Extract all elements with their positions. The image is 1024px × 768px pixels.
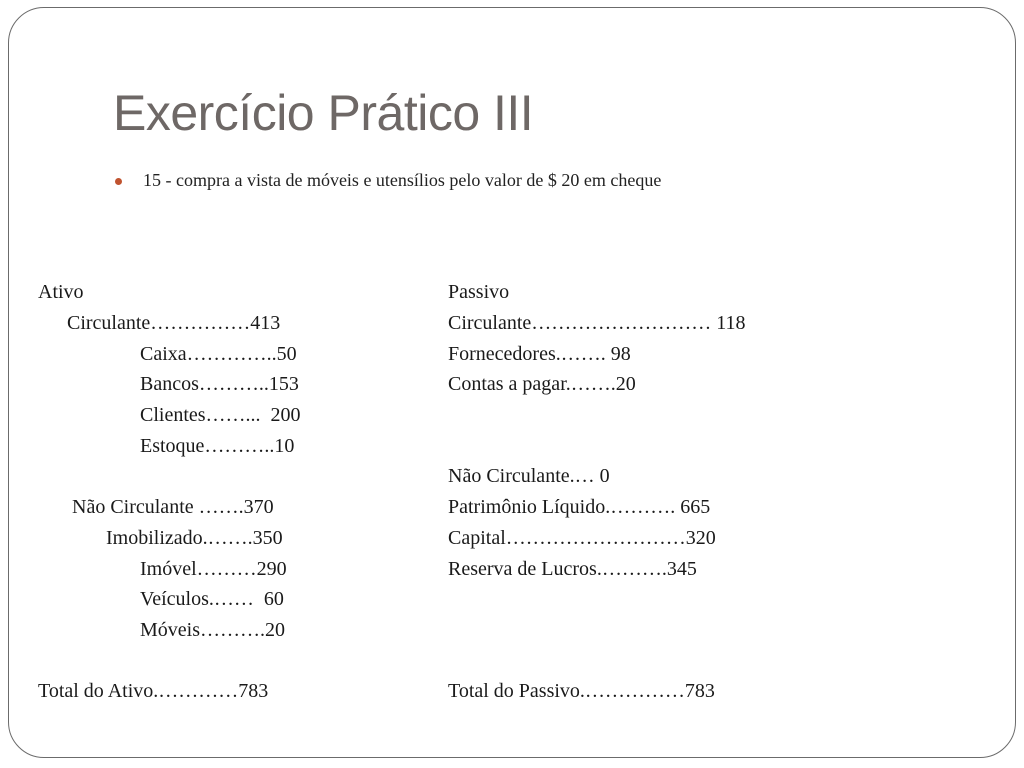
- passivo-reserva-lucros: Reserva de Lucros.……….345: [448, 558, 697, 580]
- ativo-estoque: Estoque………..10: [140, 435, 295, 457]
- bullet-text: 15 - compra a vista de móveis e utensílios pelo valor de $ 20 em cheque: [143, 170, 662, 190]
- ativo-imobilizado: Imobilizado.…….350: [106, 527, 283, 549]
- passivo-capital: Capital………………………320: [448, 527, 716, 549]
- passivo-circulante: Circulante……………………… 118: [448, 312, 746, 334]
- passivo-contas-pagar: Contas a pagar.…….20: [448, 373, 636, 395]
- bullet-dot-icon: [115, 178, 122, 185]
- passivo-heading: Passivo: [448, 281, 510, 303]
- ativo-heading: Ativo: [38, 281, 84, 303]
- ativo-caixa: Caixa…………..50: [140, 343, 297, 365]
- passivo-fornecedores: Fornecedores.……. 98: [448, 343, 631, 365]
- passivo-patrimonio-liquido: Patrimônio Líquido.………. 665: [448, 496, 711, 518]
- ativo-circulante: Circulante……………413: [67, 312, 281, 334]
- ativo-bancos: Bancos………..153: [140, 373, 299, 395]
- passivo-total: Total do Passivo.……………783: [448, 680, 715, 702]
- ativo-veiculos: Veículos.…… 60: [140, 588, 284, 610]
- ativo-moveis: Móveis……….20: [140, 619, 285, 641]
- ativo-total: Total do Ativo.…………783: [38, 680, 269, 702]
- ativo-imovel: Imóvel………290: [140, 558, 287, 580]
- passivo-nao-circulante: Não Circulante.… 0: [448, 465, 610, 487]
- ativo-nao-circulante: Não Circulante …….370: [72, 496, 274, 518]
- slide-title: Exercício Prático III: [113, 85, 534, 141]
- ativo-clientes: Clientes……... 200: [140, 404, 301, 426]
